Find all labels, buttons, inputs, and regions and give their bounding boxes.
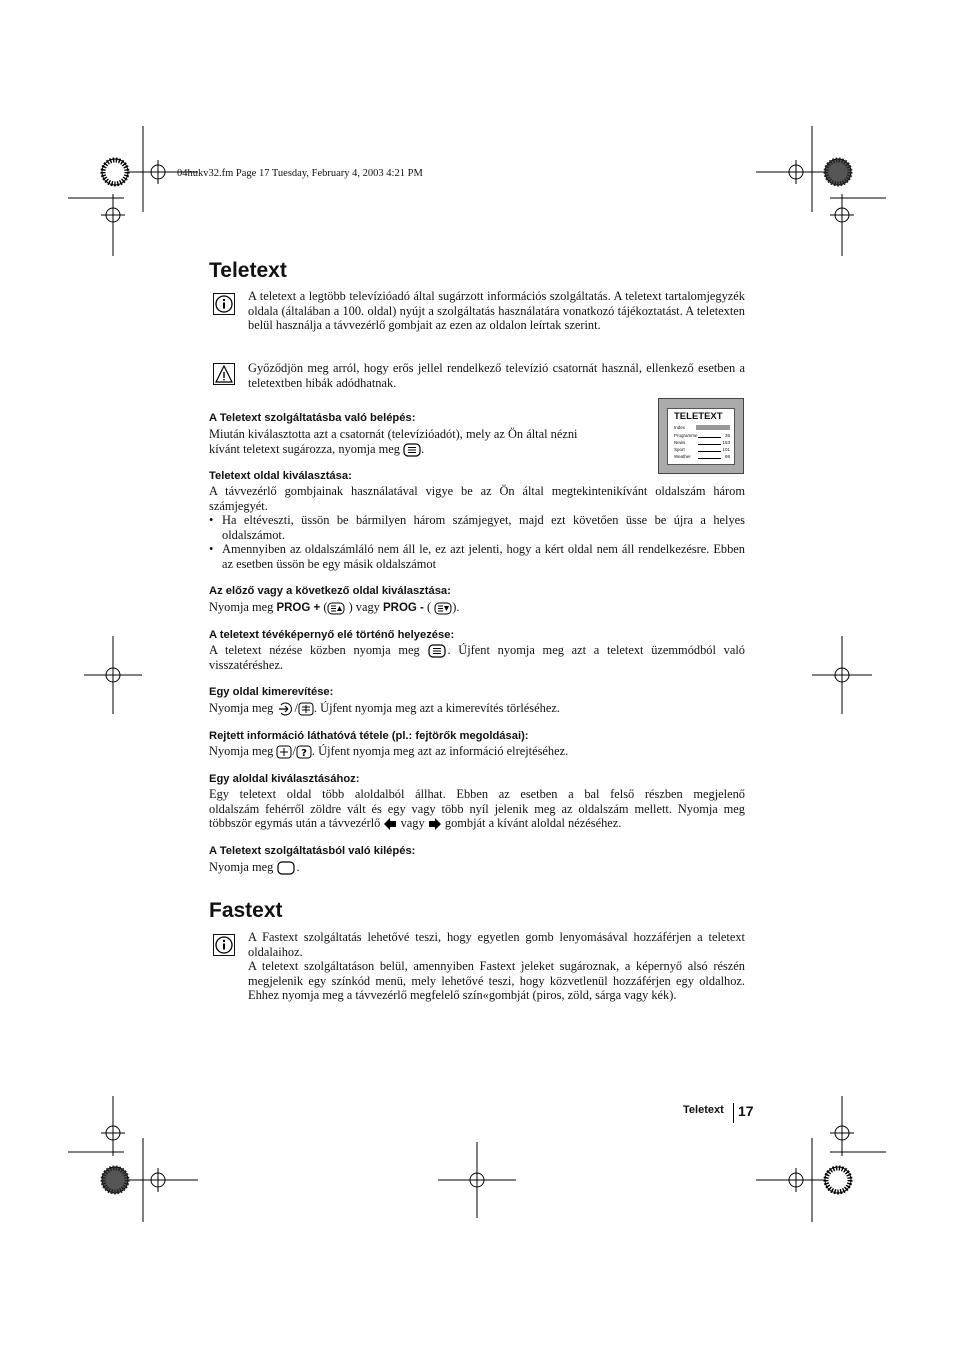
page-down-icon	[434, 602, 452, 615]
tv-row-value: 153	[722, 440, 730, 445]
teletext-button-icon	[427, 644, 447, 658]
enter-text-line1: Miután kiválasztotta azt a csatornát (televízióadót), mely az Ön által nézni	[209, 427, 578, 441]
file-info: 04hukv32.fm Page 17 Tuesday, February 4, 2003 4:21 PM	[177, 168, 423, 179]
warning-text: Győződjön meg arról, hogy erős jellel rendelkező televízió csatornát használ, ellenkező esetben a teletextben hibák adódhatnak.	[248, 361, 745, 390]
enter-heading: A Teletext szolgáltatásba való belépés:	[209, 412, 416, 424]
tv-button-icon	[276, 861, 296, 875]
tv-row-label: Programme	[674, 433, 698, 438]
subpage-text: gombját a kívánt aloldal nézéséhez.	[444, 816, 622, 830]
arrow-right-icon	[428, 817, 442, 831]
subpage-text: Egy teletext oldal több aloldalból állhat. Ebben az esetben a bal felső részben megjelenő	[209, 787, 745, 801]
exit-text: .	[296, 860, 300, 874]
info-icon	[213, 293, 235, 315]
subpage-text: oldalszám fehérről zöldre vált és egy vagy több nyíl jelenik meg az oldalszám mellett. Nyomja meg	[209, 801, 745, 816]
overlay-text: A teletext nézése közben nyomja meg	[209, 643, 420, 657]
exit-heading: A Teletext szolgáltatásból való kilépés:	[209, 845, 416, 857]
tv-index: Index	[674, 425, 686, 430]
overlay-heading: A teletext tévéképernyő elé történő helyezése:	[209, 629, 455, 641]
footer-section: Teletext	[683, 1104, 724, 1116]
teletext-screen-illustration	[658, 398, 744, 474]
select-text: A távvezérlő gombjainak használatával vigye be az Ön által megtekintenikívánt oldalszám három számjegyét.	[209, 484, 745, 513]
subpage-heading: Egy aloldal kiválasztásához:	[209, 773, 360, 785]
tv-row-label: News	[674, 440, 686, 445]
page-title: Teletext	[209, 259, 287, 282]
tv-row-label: Weather	[674, 454, 691, 459]
hold-page-icon	[298, 702, 314, 716]
page-number: 17	[738, 1103, 754, 1119]
prog-plus-label: PROG +	[276, 602, 321, 614]
info-icon	[213, 934, 235, 956]
freeze-text: . Újfent nyomja meg azt a kimerevítés törléséhez.	[313, 701, 560, 715]
footer-divider	[733, 1103, 734, 1123]
reveal-page-icon	[276, 745, 292, 759]
info-text: A teletext a legtöbb televízióadó által sugárzott információs szolgáltatás. A teletext tartalomjegyzék oldala (általában a 100. oldal) nyújt a szolgáltatás használatára vonatkozó tájékoztatást. A teletexten belül használja a távvezérlő gombjait az ezen az oldalon leírtak szerint.	[248, 289, 745, 332]
svg-text:?: ?	[301, 748, 307, 760]
overlay-text: . Újfent nyomja meg azt a teletext üzemmódból való visszatéréshez.	[209, 643, 745, 673]
prog-minus-label: PROG -	[382, 602, 424, 614]
subpage-text: többször egymás után a távvezérlő	[209, 816, 381, 830]
tv-row-value: 35	[724, 433, 730, 438]
tv-title: TELETEXT	[674, 411, 723, 422]
reveal-text: . Újfent nyomja meg azt az információ elrejtéséhez.	[311, 744, 569, 758]
reveal-heading: Rejtett információ láthatóvá tétele (pl.: fejtörők megoldásai):	[209, 730, 529, 742]
fastext-text: A teletext szolgáltatáson belül, amennyiben Fastext jeleket sugároznak, a képernyő alsó részén megjelenik egy színkód menü, mely lehetővé teszi, hogy közvetlenül hozzáférjen egy oldalhoz. Ehhez nyomja meg a távvezérlő megfelelő szín«gombját (piros, zöld, sárga vagy kék).	[248, 959, 745, 1002]
freeze-heading: Egy oldal kimerevítése:	[209, 686, 334, 698]
prevnext-heading: Az előző vagy a következő oldal kiválasztása:	[209, 585, 451, 597]
exit-text: Nyomja meg	[209, 860, 274, 874]
freeze-text: Nyomja meg	[209, 701, 274, 715]
fastext-text: A Fastext szolgáltatás lehetővé teszi, hogy egyetlen gomb lenyomásával hozzáférjen a teletext oldalaihoz.	[248, 930, 745, 959]
hold-icon	[276, 702, 294, 716]
prevnext-text: Nyomja meg	[209, 600, 277, 614]
page-up-icon	[327, 602, 345, 615]
reveal-text: Nyomja meg	[209, 744, 274, 758]
tv-row-label: Sport	[674, 447, 685, 452]
enter-text-line2: kívánt teletext sugározza, nyomja meg	[209, 441, 400, 456]
tv-row-value: 98	[724, 454, 730, 459]
tv-row-value: 101	[722, 447, 730, 452]
reveal-question-icon	[296, 745, 312, 759]
fastext-title: Fastext	[209, 899, 283, 922]
bullet-text: Amennyiben az oldalszámláló nem áll le, ez azt jelenti, hogy a kért oldal nem áll rendelkezésre. Ebben az esetben üssön be egy másik oldalszámot	[222, 542, 745, 571]
select-heading: Teletext oldal kiválasztása:	[209, 470, 352, 482]
bullet-text: Ha eltéveszti, üssön be bármilyen három számjegyet, majd ezt követően üsse be újra a helyes oldalszámot.	[222, 513, 745, 542]
subpage-text: vagy	[400, 816, 425, 830]
prevnext-text: ) vagy	[345, 600, 383, 614]
arrow-left-icon	[383, 817, 397, 831]
teletext-button-icon	[403, 443, 421, 457]
warning-icon	[213, 363, 235, 385]
